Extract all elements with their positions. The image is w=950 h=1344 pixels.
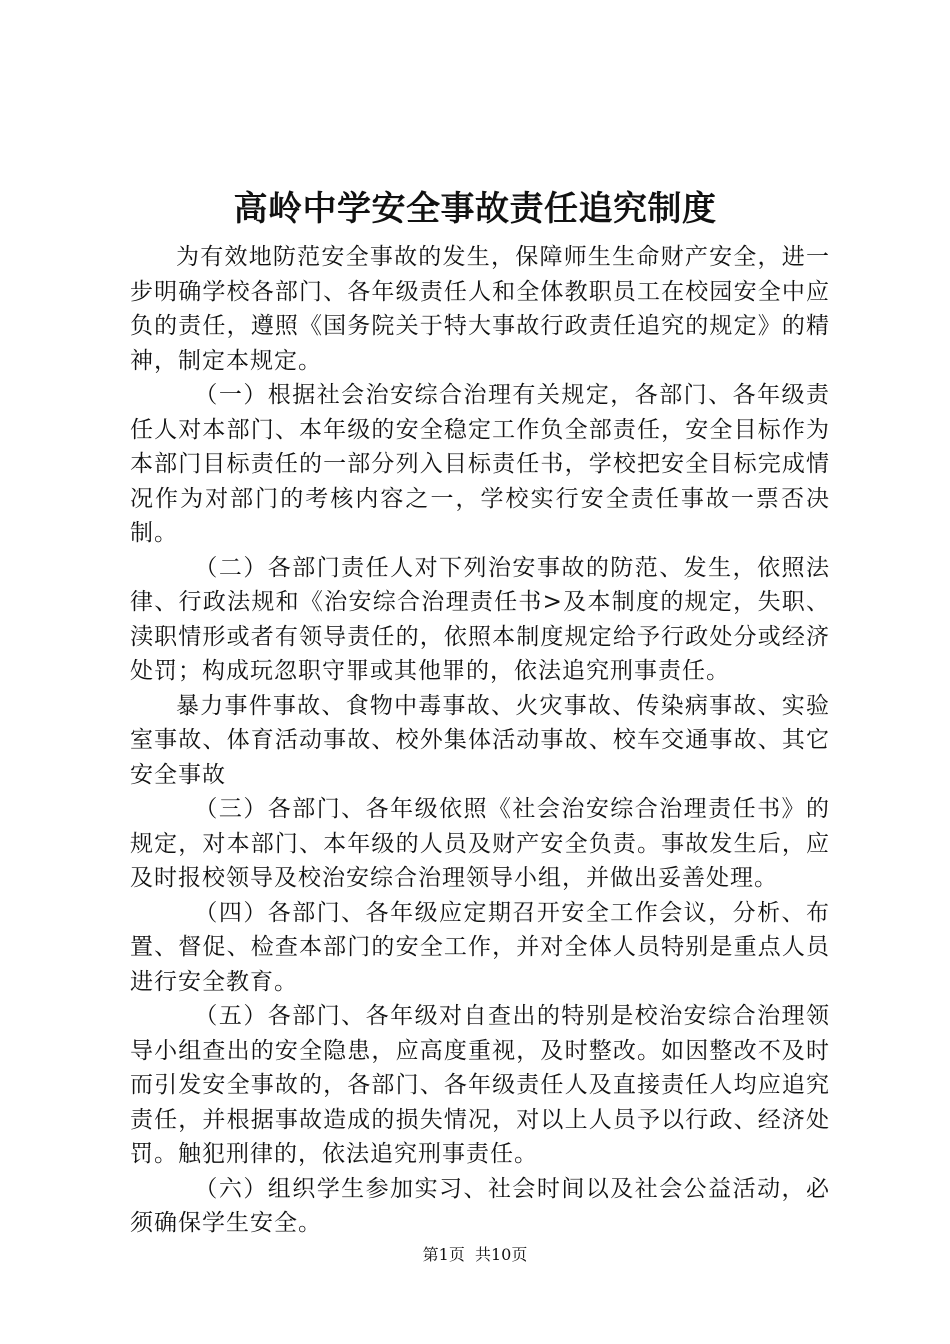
accident-list-paragraph: 暴力事件事故、食物中毒事故、火灾事故、传染病事故、实验室事故、体育活动事故、校外集体活动事故、校车交通事故、其它安全事故 [130, 692, 830, 788]
intro-paragraph: 为有效地防范安全事故的发生，保障师生生命财产安全，进一步明确学校各部门、各年级责任人和全体教职员工在校园安全中应负的责任，遵照《国务院关于特大事故行政责任追究的规定》的精神，制定本规定。 [130, 244, 830, 374]
clause-5-paragraph: （五）各部门、各年级对自查出的特别是校治安综合治理领导小组查出的安全隐患，应高度重视，及时整改。如因整改不及时而引发安全事故的，各部门、各年级责任人及直接责任人均应追究责任，并根据事故造成的损失情况，对以上人员予以行政、经济处罚。触犯刑律的，依法追究刑事责任。 [130, 1003, 830, 1167]
page-footer [0, 1244, 950, 1266]
clause-4-paragraph: （四）各部门、各年级应定期召开安全工作会议，分析、布置、督促、检查本部门的安全工作，并对全体人员特别是重点人员进行安全教育。 [130, 899, 830, 995]
clause-2-paragraph: （二）各部门责任人对下列治安事故的防范、发生，依照法律、行政法规和《治安综合治理责任书>及本制度的规定，失职、渎职情形或者有领导责任的，依照本制度规定给予行政处分或经济处罚；构成玩忽职守罪或其他罪的，依法追究刑事责任。 [130, 554, 830, 684]
clause-6-paragraph: （六）组织学生参加实习、社会时间以及社会公益活动，必须确保学生安全。 [130, 1175, 830, 1236]
page-number-label: 第1页 共10页 [422, 1245, 528, 1264]
document-body [130, 240, 830, 1241]
clause-1-paragraph: （一）根据社会治安综合治理有关规定，各部门、各年级责任人对本部门、本年级的安全稳定工作负全部责任，安全目标作为本部门目标责任的一部分列入目标责任书，学校把安全目标完成情况作为对部门的考核内容之一，学校实行安全责任事故一票否决制。 [130, 382, 830, 546]
clause-3-paragraph: （三）各部门、各年级依照《社会治安综合治理责任书》的规定，对本部门、本年级的人员及财产安全负责。事故发生后，应及时报校领导及校治安综合治理领导小组，并做出妥善处理。 [130, 796, 830, 891]
document-title: 高岭中学安全事故责任追究制度 [233, 189, 717, 229]
